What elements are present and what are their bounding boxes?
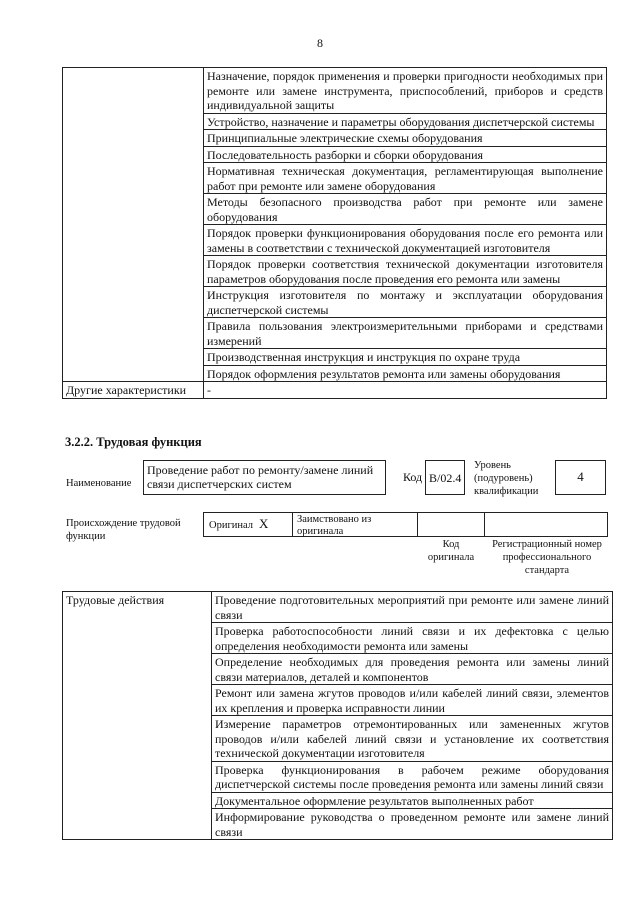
- knowledge-row: Производственная инструкция и инструкция по охране труда: [204, 349, 607, 366]
- knowledge-label-cell: [63, 68, 204, 382]
- knowledge-row: Правила пользования электроизмерительными приборами и средствами измерений: [204, 318, 607, 349]
- other-characteristics-value: -: [204, 382, 607, 399]
- function-name-box: Проведение работ по ремонту/замене линий связи диспетчерских систем: [143, 460, 386, 495]
- knowledge-table: [62, 67, 607, 399]
- reg-number-cell: [484, 512, 608, 537]
- reg-number-caption: Регистрационный номер профессионального стандарта: [492, 539, 602, 576]
- knowledge-row: Принципиальные электрические схемы оборудования: [204, 130, 607, 147]
- original-label: Оригинал: [209, 520, 253, 531]
- labor-actions-label: Трудовые действия: [63, 592, 212, 840]
- knowledge-row: Порядок проверки соответствия технической документации изготовителя параметров оборудования после проведения его ремонта или замены: [204, 256, 607, 287]
- original-cell: [203, 512, 293, 537]
- labor-action-row: Ремонт или замена жгутов проводов и/или кабелей линий связи, элементов их крепления и проверка исправности линии: [212, 685, 613, 716]
- level-label: Уровень (подуровень) квалификации: [474, 460, 539, 497]
- labor-action-row: Определение необходимых для проведения ремонта или замены линий связи материалов, деталей и компонентов: [212, 654, 613, 685]
- knowledge-row: Нормативная техническая документация, регламентирующая выполнение работ при ремонте или замене оборудования: [204, 163, 607, 194]
- labor-action-row: Проведение подготовительных мероприятий при ремонте или замене линий связи: [212, 592, 613, 623]
- knowledge-row: Порядок оформления результатов ремонта или замены оборудования: [204, 365, 607, 382]
- labor-action-row: Измерение параметров отремонтированных или замененных жгутов проводов и/или кабелей линий связи и установление их соответствия технической документации изготовителя: [212, 716, 613, 762]
- code-label: Код: [403, 470, 423, 484]
- knowledge-row: Порядок проверки функционирования оборудования после его ремонта или замены в соответствии с технической документацией изготовителя: [204, 225, 607, 256]
- knowledge-row: Последовательность разборки и сборки оборудования: [204, 146, 607, 163]
- borrowed-cell: Заимствовано из оригинала: [292, 512, 418, 537]
- origin-label: Происхождение трудовой функции: [66, 518, 181, 542]
- page-number: 8: [317, 36, 323, 50]
- knowledge-row: Устройство, назначение и параметры оборудования диспетчерской системы: [204, 113, 607, 130]
- labor-action-row: Информирование руководства о проведенном ремонте или замене линий связи: [212, 809, 613, 840]
- level-box: 4: [555, 460, 606, 495]
- name-label: Наименование: [66, 478, 132, 489]
- knowledge-row: Инструкция изготовителя по монтажу и эксплуатации оборудования диспетчерской системы: [204, 287, 607, 318]
- original-mark: X: [259, 516, 269, 531]
- origin-code-cell: [417, 512, 485, 537]
- origin-code-caption: Код оригинала: [427, 539, 475, 563]
- labor-action-row: Документальное оформление результатов выполненных работ: [212, 792, 613, 809]
- code-box: B/02.4: [425, 460, 465, 495]
- labor-action-row: Проверка работоспособности линий связи и их дефектовка с целью определения необходимости ремонта или замены: [212, 623, 613, 654]
- knowledge-row: Назначение, порядок применения и проверки пригодности необходимых при ремонте или замене инструмента, приспособлений, приборов и средств индивидуальной защиты: [204, 68, 607, 114]
- labor-action-row: Проверка функционирования в рабочем режиме оборудования диспетчерской системы после проведения ремонта или замены линий связи: [212, 761, 613, 792]
- other-characteristics-label: Другие характеристики: [63, 382, 204, 399]
- section-title: 3.2.2. Трудовая функция: [65, 435, 202, 449]
- labor-actions-table: [62, 591, 613, 840]
- knowledge-row: Методы безопасного производства работ при ремонте или замене оборудования: [204, 194, 607, 225]
